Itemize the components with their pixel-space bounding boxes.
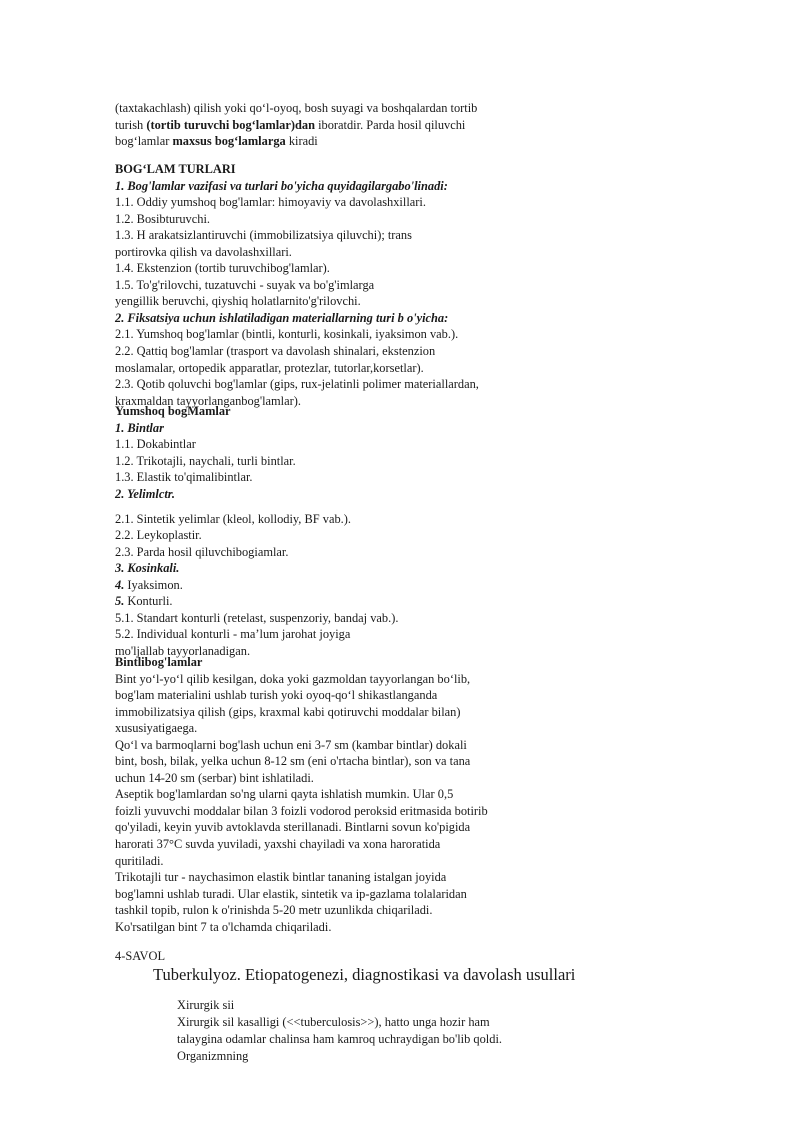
text-line: 5.1. Standart konturli (retelast, suspenzoriy, bandaj vab.). <box>115 610 399 625</box>
text-line: uchun 14-20 sm (serbar) bint ishlatiladi. <box>115 770 314 785</box>
text-run: bog‘lamlar <box>115 134 173 149</box>
text-line: Aseptik bog'lamlardan so'ng ularni qayta ishlatish mumkin. Ular 0,5 <box>115 787 454 802</box>
text-line: foizli yuvuvchi moddalar bilan 3 foizli vodorod peroksid eritmasida botirib <box>115 803 488 818</box>
text-line: immobilizatsiya qilish (gips, kraxmal kabi qotiruvchi moddalar bilan) <box>115 704 461 719</box>
section-heading: Yumshoq bogMamlar <box>115 404 231 418</box>
text-line: 1.2. Trikotajli, naychali, turli bintlar. <box>115 453 296 468</box>
text-run: Iyaksimon. <box>124 577 183 592</box>
text-line: talaygina odamlar chalinsa ham kamroq uchraydigan bo'lib qoldi. <box>177 1032 502 1046</box>
text-line: qo'yiladi, keyin yuvib avtoklavda sterillanadi. Bintlarni sovun ko'pigida <box>115 820 471 835</box>
bold-run: maxsus bog‘lamlarga <box>172 134 286 149</box>
intro-line <box>115 119 465 131</box>
text-line: quritiladi. <box>115 853 164 868</box>
question-label: 4-SAVOL <box>115 949 166 963</box>
text-line: bog'lamni ushlab turadi. Ular elastik, sintetik va ip-gazlama tolalaridan <box>115 886 467 901</box>
text-line: 1.5. To'g'rilovchi, tuzatuvchi - suyak va bo'g'imlarga <box>115 277 375 292</box>
bold-run: (tortib turuvchi bog‘lamlar)dan <box>146 117 315 132</box>
text-line: 5.2. Individual konturli - ma’lum jarohat joyiga <box>115 627 351 642</box>
section-heading: Bintlibog'lamlar <box>115 655 203 669</box>
text-line: 3. Kosinkali. <box>115 561 180 576</box>
text-line: xususiyatigaega. <box>115 721 198 736</box>
bold-italic-run: 4. <box>115 577 125 592</box>
text-line: yengillik beruvchi, qiyshiq holatlarnito'g'rilovchi. <box>115 294 361 309</box>
text-line: portirovka qilish va davolashxillari. <box>115 244 292 259</box>
text-line: mo'ljallab tayyorlanadigan. <box>115 643 251 658</box>
text-line: tashkil topib, rulon k o'rinishda 5-20 metr uzunlikda chiqariladi. <box>115 903 433 918</box>
text-line: 2.1. Sintetik yelimlar (kleol, kollodiy, BF vab.). <box>115 511 351 526</box>
question-title: Tuberkulyoz. Etiopatogenezi, diagnostikasi va davolash usullari <box>153 965 576 984</box>
text-line: 1.3. Elastik to'qimalibintlar. <box>115 470 253 485</box>
text-line: 2.2. Qattiq bog'lamlar (trasport va davolash shinalari, ekstenzion <box>115 344 436 358</box>
text-line: 1. Bog'lamlar vazifasi va turlari bo'yicha quyidagilargabo'linadi: <box>115 178 448 193</box>
text-line: 2. Fiksatsiya uchun ishlatiladigan materiallarning turi b o'yicha: <box>115 310 449 325</box>
intro-line <box>115 135 318 147</box>
bold-italic-run: 5. <box>115 594 125 609</box>
text-line: 1.2. Bosibturuvchi. <box>115 211 210 226</box>
text-line: bint, bosh, bilak, yelka uchun 8-12 sm (eni o'rtacha bintlar), son va tana <box>115 754 471 769</box>
text-line: Trikotajli tur - naychasimon elastik bintlar tananing istalgan joyida <box>115 870 447 885</box>
text-line: 1.4. Ekstenzion (tortib turuvchibog'lamlar). <box>115 261 330 276</box>
text-line: Qo‘l va barmoqlarni bog'lash uchun eni 3-7 sm (kambar bintlar) dokali <box>115 737 467 752</box>
text-line <box>115 595 172 607</box>
text-line: Bint yo‘l-yo‘l qilib kesilgan, doka yoki gazmoldan tayyorlangan bo‘lib, <box>115 671 471 686</box>
text-run: turish <box>115 117 147 132</box>
text-line: moslamalar, ortopedik apparatlar, protezlar, tutorlar,korsetlar). <box>115 360 424 375</box>
text-line: harorati 37°C suvda yuviladi, yaxshi chayiladi va xona haroratida <box>115 837 441 851</box>
text-line: 1.1. Dokabintlar <box>115 437 196 452</box>
text-line: Ko'rsatilgan bint 7 ta o'lchamda chiqariladi. <box>115 919 332 934</box>
text-line: 2.1. Yumshoq bog'lamlar (bintli, konturli, kosinkali, iyaksimon vab.). <box>115 327 459 342</box>
text-line: 2.2. Leykoplastir. <box>115 528 202 543</box>
text-line: 1.3. H arakatsizlantiruvchi (immobilizatsiya qiluvchi); trans <box>115 228 412 243</box>
text-run: Konturli. <box>124 594 173 609</box>
text-line: 2. Yelimlctr. <box>115 486 176 501</box>
text-line: 1. Bintlar <box>115 420 164 435</box>
text-run: kiradi <box>285 134 318 149</box>
text-run: iboratdir. Parda hosil qiluvchi <box>314 117 466 132</box>
text-line: 2.3. Qotib qoluvchi bog'lamlar (gips, rux-jelatinli polimer materiallardan, <box>115 377 479 392</box>
text-line: 1.1. Oddiy yumshoq bog'lamlar: himoyaviy va davolashxillari. <box>115 195 426 210</box>
text-line: 2.3. Parda hosil qiluvchibogiamlar. <box>115 544 289 559</box>
text-line: bog'lam materialini ushlab turish yoki oyoq-qo‘l shikastlanganda <box>115 688 438 703</box>
text-line: kraxmaldan tayyorlanganbog'lamlar). <box>115 393 301 408</box>
text-line <box>115 579 183 591</box>
intro-line: (taxtakachlash) qilish yoki qo‘l-oyoq, bosh suyagi va boshqalardan tortib <box>115 101 478 115</box>
text-line: Organizmning <box>177 1049 249 1063</box>
text-line: Xirurgik sii <box>177 998 235 1012</box>
section-heading: BOG‘LAM TURLARI <box>115 162 236 176</box>
text-line: Xirurgik sil kasalligi (<<tuberculosis>>), hatto unga hozir ham <box>177 1015 490 1029</box>
